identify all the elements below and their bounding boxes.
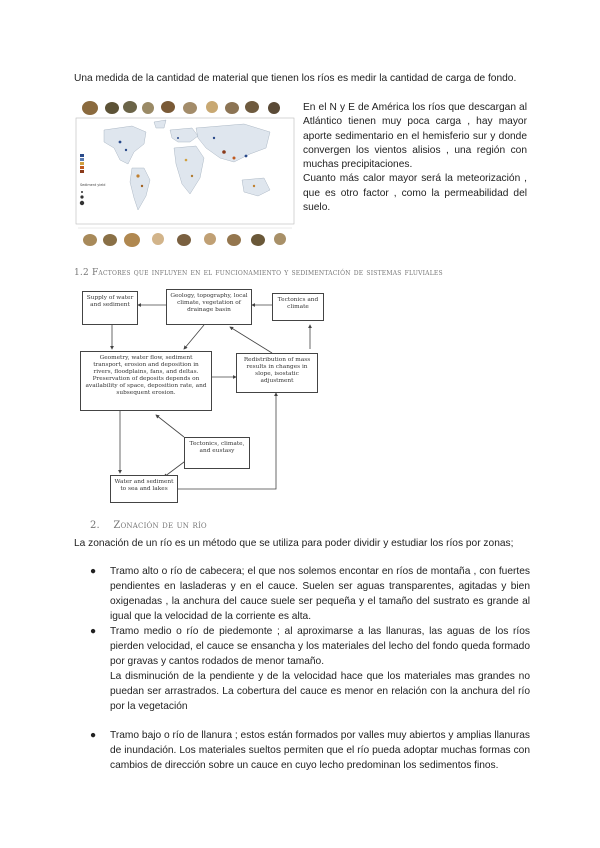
sediment-map-figure (74, 98, 296, 250)
list-item-tramo-alto (74, 564, 530, 624)
sediment-sample-row-top (82, 101, 280, 115)
list-item-text-2: La disminución de la pendiente y de la velocidad hace que los materiales mas grandes no puedan ser arrastrados. La cobertura del cauce es menor en relación con la anchura del río por la vegetación (110, 671, 530, 712)
map-description-p1: En el N y E de América los ríos que descargan al Atlántico tienen muy poca carga , hay mayor aporte sedimentario en el hemisferio sur y donde convergen los vientos alisios , una región con muchas precipitaciones. (303, 102, 527, 171)
map-description (303, 101, 527, 215)
section-title-text: Zonación de un río (113, 520, 207, 531)
bullet-dot: ● (90, 566, 97, 577)
section-title-2 (90, 520, 207, 531)
list-item-text: Tramo medio o río de piedemonte ; al aproximarse a las llanuras, las aguas de los ríos pierden velocidad, el cauce se ensancha y los materiales del lecho del fondo queda formado por gravas y cantos rodados de menor tamaño. (110, 626, 530, 667)
zonation-intro: La zonación de un río es un método que se utiliza para poder dividir y estudiar los ríos por zonas; (74, 538, 514, 549)
box-tectonics-eustasy: Tectonics, climate, and eustasy (184, 437, 250, 469)
list-item-tramo-medio (74, 624, 530, 714)
box-tectonics: Tectonics and climate (272, 293, 324, 321)
zonation-list-cont (74, 728, 530, 773)
list-item-tramo-bajo (74, 728, 530, 773)
box-supply: Supply of water and sediment (82, 291, 138, 325)
bullet-dot: ● (90, 626, 97, 637)
sediment-sample-row-bottom (83, 233, 286, 247)
list-item-text: Tramo alto o río de cabecera; el que nos solemos encontar en ríos de montaña , con fuertes pendientes en lasladeras y en el cauce. Suelen ser aguas transparentes, agitadas y bien oxigenadas , la anchura del cauce suele ser pequeña y el tamaño del sustrato es grande al igual que la velocidad de la corriente es alta. (110, 566, 530, 622)
section-number: 2. (90, 520, 100, 531)
map-description-p2: Cuanto más calor mayor será la meteorización , que es otro factor , como la permeabilidad del suelo. (303, 173, 527, 214)
box-redistribution: Redistribution of mass results in changes in slope, isostatic adjustment (236, 353, 318, 393)
legend-label: Sediment yield (80, 183, 106, 187)
box-water-to-sea: Water and sediment to sea and lakes (110, 475, 178, 503)
box-geology: Geology, topography, local climate, vegetation of drainage basin (166, 289, 252, 325)
zonation-list (74, 564, 530, 714)
bullet-dot: ● (90, 730, 97, 741)
list-item-text: Tramo bajo o río de llanura ; estos están formados por valles muy abiertos y amplias llanuras de inundación. Los materiales sueltos permiten que el río pueda adoptar muchas formas con cambios de dirección sobre un cauce en cuyo lecho predominan los sedimentos finos. (110, 730, 530, 771)
fluvial-systems-diagram (80, 287, 350, 509)
box-geometry: Geometry, water flow, sediment transport, erosion and deposition in rivers, floodplains, fans, and deltas. Preservation of deposits depends on availability of space, deposition rate, and subsequent erosion. (80, 351, 212, 411)
intro-text: Una medida de la cantidad de material que tienen los ríos es medir la cantidad de carga de fondo. (74, 73, 517, 84)
section-title-1-2: 1.2 Factores que influyen en el funcionamiento y sedimentación de sistemas fluviales (74, 268, 443, 278)
